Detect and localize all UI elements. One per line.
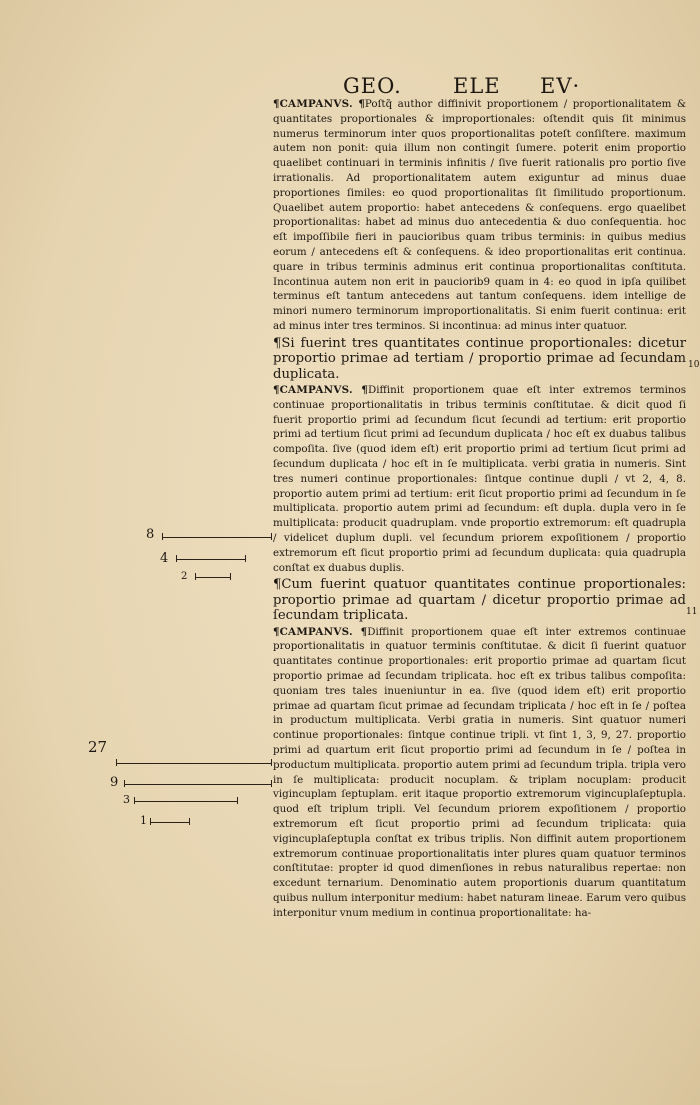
comment-text: Diffinit proportionem quae eſt inter extremos continuae proportionalitatis in quatuor terminis conſtitutae. & dicit ſi fuerint quatuor quantitates continue proportionales: erit proportio primae ad quartam ſicut proportio primae ad ſecundam triplicata. hoc eſt ex tribus talibus compoſita: quoniam tres tales inueniuntur in ea. ſive (quod idem eſt) erit proportio primae ad quartam ſicut primae ad ſecundam triplicata / hoc eſt in ſe / poſtea in productum multiplicata. Verbi gratia in numeris. Sint quatuor numeri continue proportionales: ſintque continue tripli. vt ſint 1, 3, 9, 27. proportio primi ad quartum erit ſicut proportio primi ad ſecundum in ſe / poſtea in productum multiplicata. proportio autem primi ad ſecundum tripla. tripla vero in ſe multiplicata: producit nocuplam. & triplam nocuplam: producit vigincuplam ſeptuplam. erit itaque proportio extremorum vigincuplaſeptupla. quod eſt triplum tripli. Vel ſecundum priorem expoſitionem / proportio extremorum eſt ſicut proportio primi ad ſecundum triplicata: quia vigincuplaſeptupla conſtat ex tribus triplis. Non diffinit autem proportionem extremorum continuae proportionalitatis inter plures quam quatuor terminos conſtitutae: propter id quod dimenſiones in rebus naturalibus repertae: non excedunt ternarium. Denominatio autem proportionis duarum quantitatum quibus nullum interponitur medium: habet naturam lineae. Earum vero quibus interponitur vnum medium in continua proportionalitate: ha- <box>273 625 687 919</box>
campanus-comment <box>273 383 686 575</box>
proposition-text <box>273 336 686 382</box>
diagram-line <box>162 537 272 538</box>
diagram-tick <box>237 797 238 804</box>
commentator-name: CAMPANVS. <box>279 383 353 396</box>
running-head-part: EV· <box>540 74 581 98</box>
running-head-part: GEO. <box>343 74 402 98</box>
proposition-number: 11 <box>686 607 698 617</box>
commentator-name: CAMPANVS. <box>279 625 353 638</box>
diagram-label: 1 <box>140 814 147 827</box>
diagram-tick <box>271 780 272 787</box>
pilcrow-icon: ¶ <box>273 335 282 351</box>
diagram-tick <box>176 555 177 562</box>
pilcrow-icon: ¶ <box>360 625 368 638</box>
diagram-label: 3 <box>123 793 130 806</box>
diagram-tick <box>271 533 272 540</box>
pilcrow-icon: ¶ <box>273 625 280 638</box>
diagram-tick <box>189 818 190 825</box>
diagram-tick <box>195 573 196 580</box>
diagram-line <box>124 784 272 785</box>
comment-text: Diffinit proportionem quae eſt inter extremos terminos continuae proportionalitatis in tribus terminis conſtitutae. & dicit quod ſi fuerit proportio primi ad ſecundum ſicut ſecundi ad tertium: erit proportio primi ad tertium ſicut primi ad ſecundum duplicata / hoc eſt ex duabus talibus compoſita. ſive (quod idem eſt) erit proportio primi ad tertium ſicut primi ad ſecundum duplicata / hoc eſt in ſe multiplicata. verbi gratia in numeris. Sint tres numeri continue proportionales: ſintque continue dupli / vt 2, 4, 8. proportio autem primi ad tertium: erit ſicut proportio primi ad ſecundum in ſe multiplicata. proportio autem primi ad ſecundum: eſt dupla. dupla vero in ſe multiplicata: producit quadruplam. vnde proportio extremorum: eſt quadrupla / videlicet duplum dupli. vel ſecundum priorem expoſitionem / proportio extremorum eſt ſicut proportio primi ad ſecundum duplicata: quia quadrupla conſtat ex duabus duplis. <box>273 383 686 574</box>
diagram-label: 8 <box>146 527 155 542</box>
diagram-line <box>176 559 246 560</box>
diagram-label: 9 <box>110 775 119 790</box>
diagram-tick <box>271 759 272 766</box>
campanus-comment <box>273 97 686 334</box>
proposition-body: Cum fuerint quatuor quantitates continue proportionales: proportio primae ad quartam / dicetur proportio primae ad ſecundam triplicata. <box>273 577 686 624</box>
diagram-tick <box>150 818 151 825</box>
campanus-comment <box>273 625 686 921</box>
running-head <box>343 74 613 98</box>
pilcrow-icon: ¶ <box>273 577 282 593</box>
diagram-tick <box>230 573 231 580</box>
pilcrow-icon: ¶ <box>361 383 368 396</box>
diagram-tick <box>245 555 246 562</box>
diagram-tick <box>134 797 135 804</box>
diagram-tick <box>162 533 163 540</box>
main-text-column <box>273 97 686 920</box>
running-head-part: ELE <box>453 74 501 98</box>
diagram-label: 2 <box>181 571 188 582</box>
comment-text: Poſtq̃ author diffinivit proportionem / proportionalitatem & quantitates proportionales & improportionales: oſtendit quis ſit minimus numerus terminorum inter quos proportionalitas poteſt conſiſtere. maximum autem non ponit: quia illum non contingit ſumere. poterit enim proportio quaelibet continuari in terminis infinitis / ſive fuerit rationalis pro portio ſive irrationalis. Ad proportionalitatem autem exiguntur ad minus duae proportiones ſimiles: eo quod proportionalitas ſit ſimilitudo proportionum. Quaelibet autem proportio: habet antecedens & conſequens. ergo quaelibet proportionalitas: habet ad minus duo antecedentia & duo conſequentia. hoc eſt impoſſibile fieri in paucioribus quam tribus terminis: in quibus medius eorum / antecedens eſt & conſequens. & ideo proportionalitas erit continua. quare in tribus terminis adminus erit continua proportionalitas conſtituta. Incontinua autem non erit in pauciorib9 quam in 4: eo quod in ipſa quilibet terminus eſt tantum antecedens aut tantum conſequens. idem intellige de minori numero terminorum improportionalitatis. Si enim fuerit continua: erit ad minus inter tres terminos. Si incontinua: ad minus inter quatuor. <box>273 98 686 332</box>
diagram-tick <box>124 780 125 787</box>
pilcrow-icon: ¶ <box>273 383 280 396</box>
proposition-body: Si fuerint tres quantitates continue proportionales: dicetur proportio primae ad tertiam / proportio primae ad ſecundam duplicata. <box>273 335 686 382</box>
diagram-line <box>195 577 231 578</box>
diagram-tick <box>116 759 117 766</box>
pilcrow-icon: ¶ <box>273 98 280 110</box>
proposition-text <box>273 577 686 623</box>
diagram-line <box>150 822 190 823</box>
commentator-name: CAMPANVS. <box>279 98 353 110</box>
proportion-line-diagrams <box>0 0 270 1105</box>
diagram-line <box>116 763 272 764</box>
diagram-label: 27 <box>88 738 108 756</box>
diagram-line <box>134 801 238 802</box>
pilcrow-icon: ¶ <box>358 98 365 110</box>
diagram-label: 4 <box>160 551 169 566</box>
proposition-number: 10 <box>688 360 700 370</box>
